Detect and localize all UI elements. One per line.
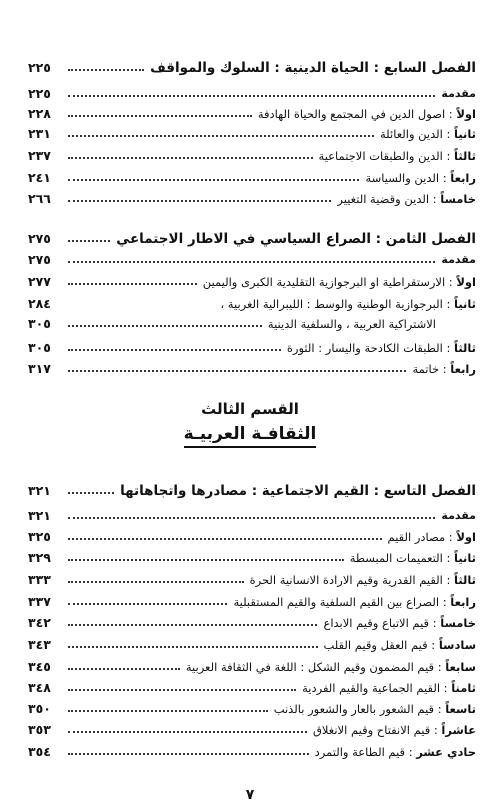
entry-ordinal: ثالثاً [454, 341, 476, 355]
entry-page: ٢٧٥ [28, 252, 51, 267]
page-number: ٧ [245, 787, 255, 803]
entry-label [350, 550, 476, 566]
entry-ordinal: اولاً [456, 107, 476, 121]
dot-leader [68, 581, 244, 583]
entry-text: : قيم المضمون وقيم الشكل : اللغة في الثقافة العربية [185, 660, 442, 674]
entry-label [313, 722, 476, 738]
entry-page: ٢٢٨ [28, 106, 51, 121]
entry-text: : قيم العقل وقيم القلب [323, 638, 436, 652]
entry-label: مقدمة [441, 87, 476, 100]
entry-page: ٣٥٣ [28, 722, 51, 737]
dot-leader [68, 135, 374, 137]
entry-label [274, 701, 476, 717]
toc-entry[interactable] [28, 336, 476, 356]
chapter-7-entry[interactable] [28, 52, 476, 76]
entry-ordinal: رابعاً [450, 362, 476, 376]
entry-label: مقدمة [441, 253, 476, 266]
dot-leader [68, 240, 110, 242]
toc-entry[interactable] [28, 546, 476, 566]
entry-page: ٢٨٤ [28, 296, 51, 311]
dot-leader [68, 603, 227, 605]
entry-ordinal: تاسعاً [445, 702, 476, 716]
entry-page: ٣٣٧ [28, 594, 51, 609]
toc-entry[interactable] [28, 590, 476, 610]
entry-page: ٣٥٤ [28, 744, 51, 759]
entry-ordinal: سابعاً [445, 660, 476, 674]
section-title [0, 424, 500, 444]
toc-entry-continuation[interactable] [28, 312, 476, 332]
entry-label [302, 680, 476, 696]
entry-text: : القيم الجماعية والقيم الفردية [302, 681, 448, 695]
entry-ordinal: ثالثاً [454, 573, 476, 587]
entry-ordinal: ثامناً [451, 681, 476, 695]
entry-ordinal: سادساً [438, 638, 476, 652]
entry-text: : القيم القدرية وقيم الارادة الانسانية الحرة [249, 573, 451, 587]
toc-entry[interactable] [28, 525, 476, 545]
dot-leader [68, 325, 262, 327]
dot-leader [68, 283, 197, 285]
dot-leader [68, 689, 296, 691]
toc-entry[interactable] [28, 655, 476, 675]
toc-entry[interactable] [28, 122, 476, 142]
section-title-text: الثقافـة العربيـة [184, 424, 317, 448]
entry-text: : الارستقراطية او البرجوازية التقليدية الكبرى واليمين [202, 275, 453, 289]
toc-entry[interactable] [28, 166, 476, 186]
entry-text: : الدين وقضية التغيير [337, 192, 437, 206]
entry-continuation-text: الاشتراكية العربية ، والسلفية الدينية [267, 317, 436, 331]
entry-page: ٣٤٢ [28, 615, 51, 630]
entry-page: ٣١٧ [28, 361, 51, 376]
entry-text: : مصادر القيم [387, 530, 453, 544]
entry-page: ٣٤٥ [28, 659, 51, 674]
entry-ordinal: حادي عشر [416, 745, 476, 759]
entry-page: ٣٤٨ [28, 680, 51, 695]
entry-text: : الدين والعائلة [380, 127, 451, 141]
entry-page: ٣٠٥ [28, 316, 51, 331]
chapter-9-entry[interactable] [28, 475, 476, 499]
entry-label [186, 659, 476, 675]
toc-entry[interactable] [28, 357, 476, 377]
entry-text: : قيم الانفتاح وقيم الانغلاق [313, 723, 438, 737]
toc-entry[interactable] [28, 633, 476, 653]
chapter-7-page: ٢٢٥ [28, 60, 51, 75]
entry-page: ٢٤١ [28, 170, 51, 185]
entry-label [337, 191, 476, 207]
dot-leader [68, 95, 435, 97]
entry-text: : الدين والسياسة [365, 171, 447, 185]
toc-entry[interactable] [28, 676, 476, 696]
dot-leader [68, 517, 435, 519]
toc-entry[interactable] [28, 292, 476, 312]
chapter-9-page: ٣٢١ [28, 483, 51, 498]
entry-text: : قيم الشعور بالعار والشعور بالذنب [273, 702, 442, 716]
dot-leader [68, 538, 382, 540]
toc-entry[interactable] [28, 102, 476, 122]
entry-ordinal: اولاً [456, 275, 476, 289]
entry-label [380, 126, 476, 142]
dot-leader [68, 157, 313, 159]
dot-leader [68, 370, 406, 372]
dot-leader [68, 731, 307, 733]
entry-ordinal: عاشراً [441, 723, 476, 737]
dot-leader [68, 559, 344, 561]
entry-text: : قيم الاتباع وقيم الابداع [323, 616, 437, 630]
entry-page: ٢٣٧ [28, 148, 51, 163]
entry-text: : الدين والطبقات الاجتماعية [318, 149, 451, 163]
toc-entry[interactable] [28, 270, 476, 290]
toc-entry[interactable] [28, 697, 476, 717]
dot-leader [68, 179, 359, 181]
toc-entry[interactable] [28, 568, 476, 588]
dot-leader [68, 646, 318, 648]
entry-label [287, 340, 476, 356]
entry-page: ٣٤٣ [28, 637, 51, 652]
entry-label [324, 637, 477, 653]
toc-entry[interactable] [28, 187, 476, 207]
entry-ordinal: رابعاً [450, 595, 476, 609]
entry-text: : خاتمة [412, 362, 447, 376]
entry-page: ٣٢٥ [28, 529, 51, 544]
entry-page: ٣٠٥ [28, 340, 51, 355]
entry-label [388, 529, 476, 545]
entry-label [250, 572, 476, 588]
entry-page: ٢٢٥ [28, 86, 51, 101]
dot-leader [68, 69, 144, 71]
toc-entry[interactable] [28, 248, 476, 268]
toc-entry[interactable] [28, 718, 476, 738]
entry-label [319, 148, 476, 164]
dot-leader [68, 115, 252, 117]
dot-leader [68, 624, 317, 626]
chapter-8-entry[interactable] [28, 223, 476, 247]
entry-text: : الطبقات الكادحة واليسار : الثورة [286, 341, 451, 355]
entry-label [323, 615, 476, 631]
section-heading: القسم الثالث [201, 400, 299, 418]
entry-ordinal: ثانياً [454, 297, 476, 311]
entry-page: ٢٣١ [28, 126, 51, 141]
dot-leader [68, 710, 268, 712]
entry-label [258, 106, 476, 122]
chapter-8-page: ٢٧٥ [28, 231, 51, 246]
toc-entry[interactable] [28, 504, 476, 524]
entry-label [203, 274, 476, 290]
entry-ordinal: ثانياً [454, 127, 476, 141]
dot-leader [68, 668, 180, 670]
entry-label [412, 361, 476, 377]
chapter-9-title: الفصل التاسع : القيم الاجتماعية : مصادرها واتجاهاتها [120, 483, 476, 499]
entry-label [233, 594, 476, 610]
entry-text: : اصول الدين في المجتمع والحياة الهادفة [257, 107, 453, 121]
chapter-7-title: الفصل السابع : الحياة الدينية : السلوك والمواقف [150, 60, 476, 76]
entry-label [315, 744, 476, 760]
entry-ordinal: رابعاً [450, 171, 476, 185]
entry-page: ٣٢١ [28, 508, 51, 523]
entry-text: : التعميمات المبسطة [349, 551, 451, 565]
chapter-8-title: الفصل الثامن : الصراع السياسي في الاطار الاجتماعي [116, 231, 476, 247]
entry-ordinal: ثالثاً [454, 149, 476, 163]
entry-page: ٣٥٠ [28, 701, 51, 716]
dot-leader [68, 492, 114, 494]
dot-leader [68, 200, 331, 202]
entry-label [220, 296, 476, 312]
entry-page: ٣٣٣ [28, 572, 51, 587]
entry-label: مقدمة [441, 509, 476, 522]
toc-entry[interactable] [28, 740, 476, 760]
entry-page: ٢٦٦ [28, 191, 51, 206]
dot-leader [68, 349, 281, 351]
toc-entry[interactable] [28, 82, 476, 102]
toc-entry[interactable] [28, 144, 476, 164]
dot-leader [68, 753, 309, 755]
entry-text: : البرجوازية الوطنية والوسط : الليبرالية الغربية ، [220, 297, 451, 311]
entry-ordinal: ثانياً [454, 551, 476, 565]
toc-entry[interactable] [28, 611, 476, 631]
entry-text: : الصراع بين القيم السلفية والقيم المستقبلية [233, 595, 447, 609]
entry-ordinal: اولاً [456, 530, 476, 544]
dot-leader [68, 261, 435, 263]
entry-text: : قيم الطاعة والتمرد [314, 745, 413, 759]
entry-label [365, 170, 476, 186]
entry-page: ٣٢٩ [28, 550, 51, 565]
entry-page: ٢٧٧ [28, 274, 51, 289]
entry-ordinal: خامساً [440, 192, 476, 206]
entry-ordinal: خامساً [440, 616, 476, 630]
